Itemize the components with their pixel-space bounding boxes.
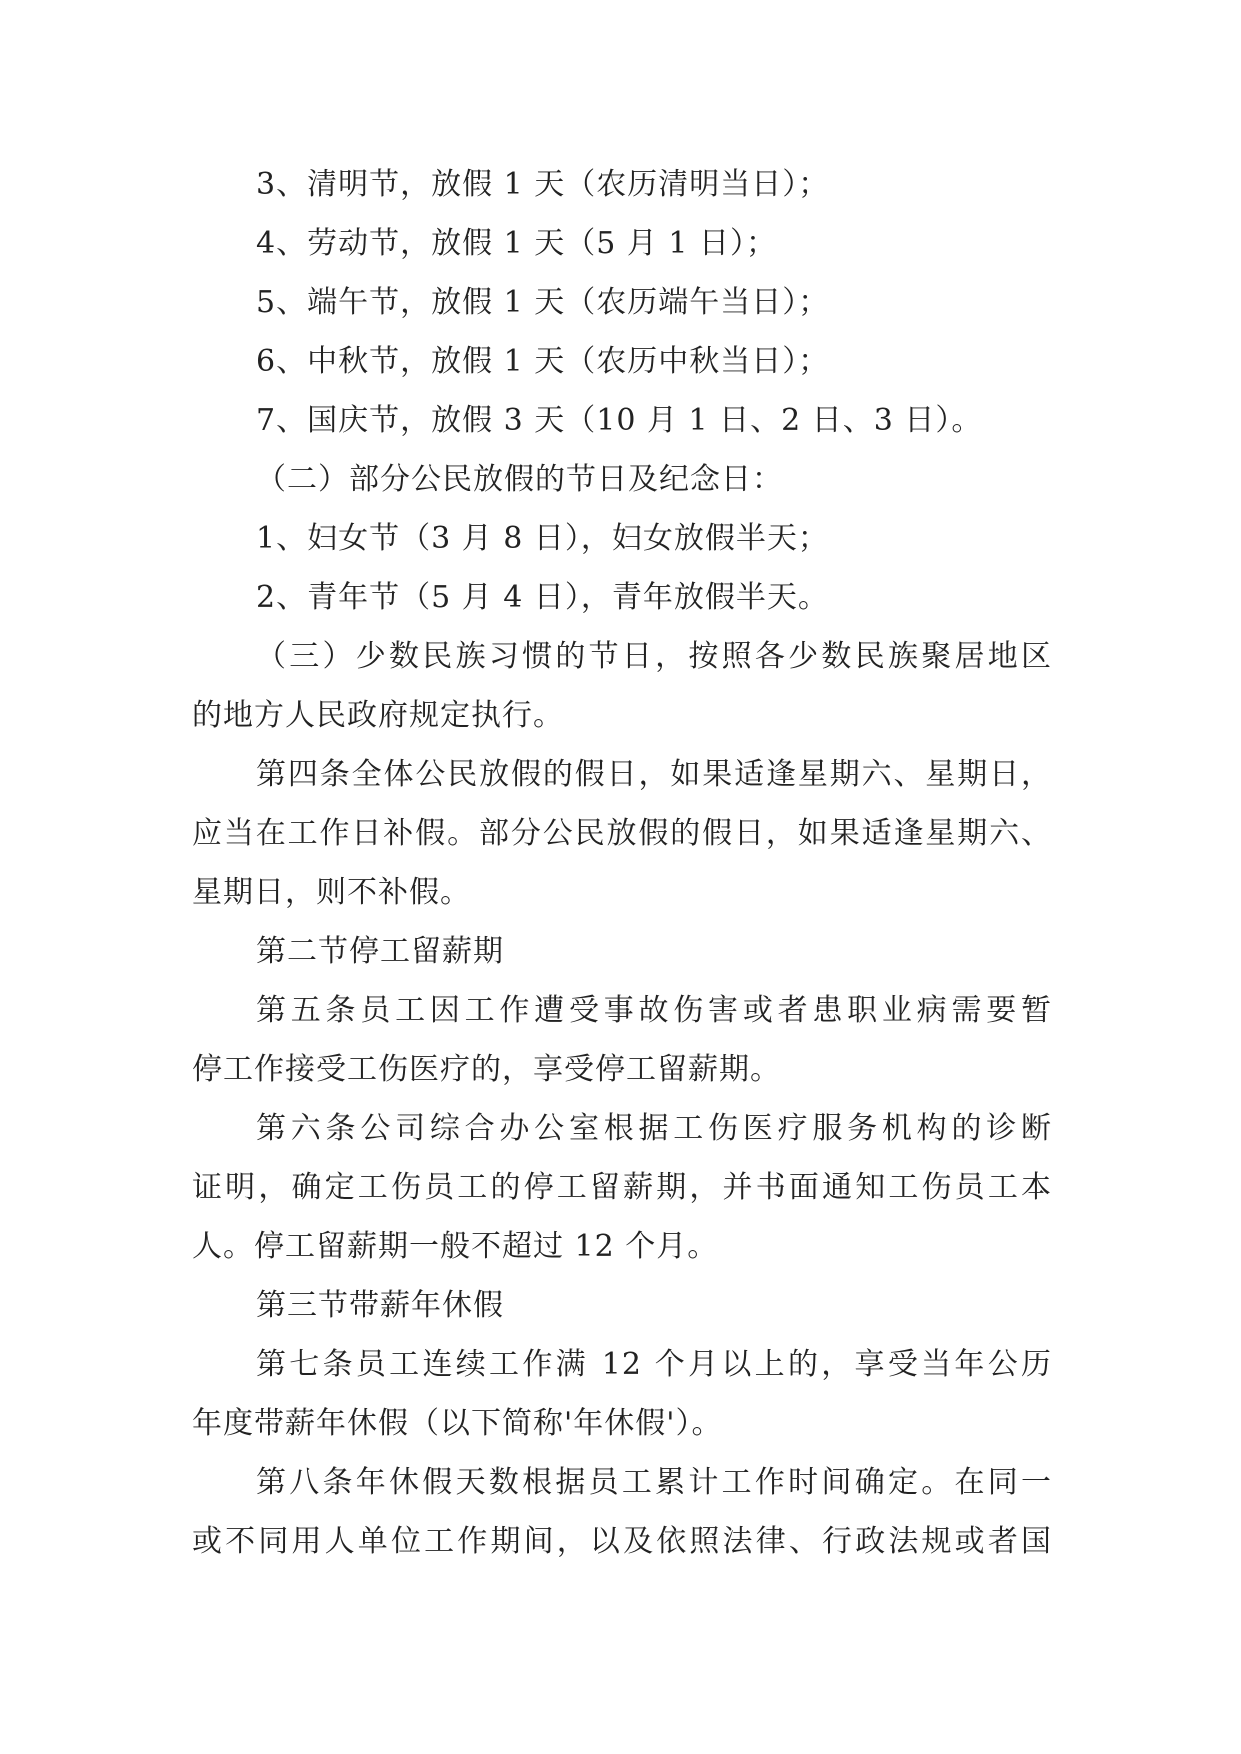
text-line-article-six-cont: 证明，确定工伤员工的停工留薪期，并书面通知工伤员工本 [192, 1170, 1052, 1205]
text-line-qingming: 3、清明节，放假 1 天（农历清明当日）； [256, 167, 830, 202]
text-line-dragon-boat: 5、端午节，放假 1 天（农历端午当日）； [256, 285, 830, 320]
text-line-article-eight-cont: 或不同用人单位工作期间，以及依照法律、行政法规或者国 [192, 1524, 1052, 1559]
text-line-article-six: 第六条公司综合办公室根据工伤医疗服务机构的诊断 [256, 1111, 1052, 1146]
text-line-womens-day: 1、妇女节（3 月 8 日），妇女放假半天； [256, 521, 829, 556]
text-line-article-seven: 第七条员工连续工作满 12 个月以上的，享受当年公历 [256, 1347, 1052, 1382]
text-line-mid-autumn: 6、中秋节，放假 1 天（农历中秋当日）； [256, 344, 830, 379]
text-line-article-four: 第四条全体公民放假的假日，如果适逢星期六、星期日， [256, 757, 1052, 792]
text-line-article-five-cont: 停工作接受工伤医疗的，享受停工留薪期。 [192, 1052, 781, 1087]
text-line-article-five: 第五条员工因工作遭受事故伤害或者患职业病需要暂 [256, 993, 1052, 1028]
text-line-article-four-end: 星期日，则不补假。 [192, 875, 471, 910]
text-line-article-seven-cont: 年度带薪年休假（以下简称'年休假'）。 [192, 1406, 723, 1441]
text-line-article-eight: 第八条年休假天数根据员工累计工作时间确定。在同一 [256, 1465, 1052, 1500]
text-line-section-two-heading: （二）部分公民放假的节日及纪念日： [256, 462, 783, 497]
text-line-labor-day: 4、劳动节，放假 1 天（5 月 1 日）； [256, 226, 778, 261]
section-heading-annual-leave: 第三节带薪年休假 [256, 1288, 504, 1323]
text-line-youth-day: 2、青年节（5 月 4 日），青年放假半天。 [256, 580, 829, 615]
text-line-article-four-cont: 应当在工作日补假。部分公民放假的假日，如果适逢星期六、 [192, 816, 1052, 851]
text-line-article-six-end: 人。停工留薪期一般不超过 12 个月。 [192, 1229, 719, 1264]
text-line-ethnic-festivals: （三）少数民族习惯的节日，按照各少数民族聚居地区 [256, 639, 1052, 674]
text-line-ethnic-festivals-cont: 的地方人民政府规定执行。 [192, 698, 564, 733]
text-line-national-day: 7、国庆节，放假 3 天（10 月 1 日、2 日、3 日）。 [256, 403, 983, 438]
section-heading-paid-leave: 第二节停工留薪期 [256, 934, 504, 969]
